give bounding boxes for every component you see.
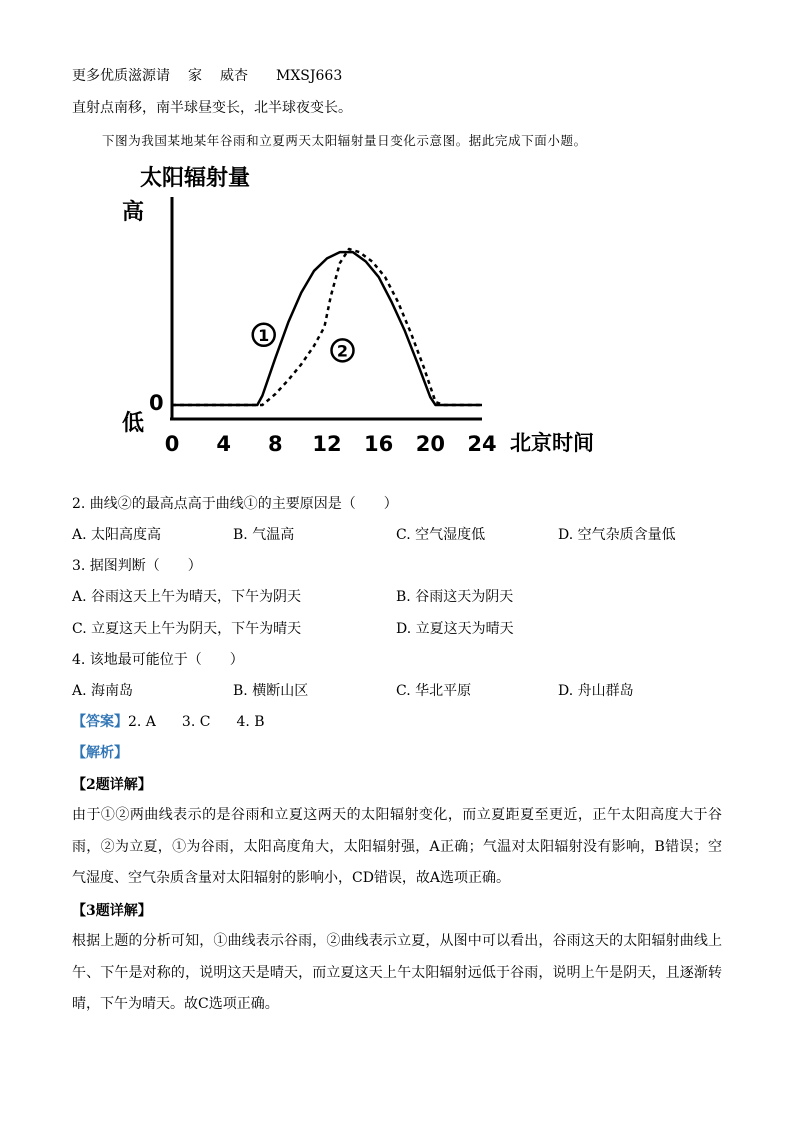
x-tick-label: 12	[312, 432, 342, 456]
x-tick-label: 8	[268, 432, 283, 456]
answer-item-3: 3. C	[181, 714, 211, 730]
answer-item-4: 4. B	[236, 714, 265, 730]
q3-option-a: A. 谷雨这天上午为晴天，下午为阴天	[72, 589, 302, 605]
y-high-label: 高	[122, 200, 145, 225]
detail-3-text: 根据上题的分析可知，①曲线表示谷雨，②曲线表示立夏，从图中可以看出，谷雨这天的太阳辐射曲线上午、下午是对称的，说明这天是晴天，而立夏这天上午太阳辐射远低于谷雨，说明上午是阴天，且逐渐转晴，下午为晴天。故C选项正确。	[72, 933, 722, 1012]
q2-option-d: D. 空气杂质含量低	[558, 527, 676, 543]
answer-item-2: 2. A	[128, 714, 156, 730]
header-text-4: MXSJ663	[276, 68, 343, 84]
q3-option-b: B. 谷雨这天为阴天	[396, 589, 514, 605]
x-tick-label: 20	[415, 432, 445, 456]
series-label-text: 2	[336, 341, 349, 361]
q4-option-b: B. 横断山区	[233, 683, 309, 699]
q2-option-c: C. 空气湿度低	[396, 527, 486, 543]
answer-label: 【答案】	[72, 714, 128, 730]
question-4-stem: 4. 该地最可能位于（ ）	[72, 652, 244, 668]
q2-option-a: A. 太阳高度高	[72, 527, 162, 543]
question-3-stem: 3. 据图判断（ ）	[72, 558, 202, 574]
series-label-text: 1	[258, 325, 270, 345]
header-text-3: 威杏	[220, 68, 248, 84]
detail-2-title: 【2题详解】	[72, 777, 152, 793]
y-axis-title: 太阳辐射量	[140, 166, 251, 191]
x-tick-label: 0	[164, 432, 180, 456]
q3-option-d: D. 立夏这天为晴天	[396, 621, 514, 637]
header-line	[72, 67, 342, 85]
q3-option-c: C. 立夏这天上午为阴天，下午为晴天	[72, 621, 302, 637]
series-line-2	[172, 249, 482, 405]
detail-3-title: 【3题详解】	[72, 903, 152, 919]
x-axis-title: 北京时间	[510, 431, 594, 455]
y-zero-label: 0	[149, 391, 164, 415]
x-tick-label: 4	[216, 432, 231, 456]
answer-line	[72, 713, 265, 731]
series-line-1	[172, 252, 482, 405]
q4-option-a: A. 海南岛	[72, 683, 134, 699]
analysis-label: 【解析】	[72, 745, 128, 761]
x-tick-label: 24	[467, 432, 497, 456]
x-tick-label: 16	[364, 432, 394, 456]
figure-intro: 下图为我国某地某年谷雨和立夏两天太阳辐射量日变化示意图。据此完成下面小题。	[102, 133, 587, 148]
q4-option-d: D. 舟山群岛	[558, 683, 634, 699]
q2-option-b: B. 气温高	[233, 527, 295, 543]
series-label-2	[332, 339, 354, 361]
q4-option-c: C. 华北平原	[396, 683, 472, 699]
solar-radiation-chart	[0, 155, 794, 465]
header-text-1: 更多优质滋源请	[72, 68, 170, 84]
continuation-text: 直射点南移，南半球昼变长，北半球夜变长。	[72, 100, 352, 116]
header-text-2: 家	[188, 68, 202, 84]
question-2-stem: 2. 曲线②的最高点高于曲线①的主要原因是（ ）	[72, 496, 398, 512]
detail-2-text: 由于①②两曲线表示的是谷雨和立夏这两天的太阳辐射变化，而立夏距夏至更近，正午太阳高度大于谷雨，②为立夏，①为谷雨，太阳高度角大，太阳辐射强，A正确；气温对太阳辐射没有影响，B错误；空气湿度、空气杂质含量对太阳辐射的影响小，CD错误，故A选项正确。	[72, 807, 722, 886]
y-low-label: 低	[122, 411, 145, 436]
series-label-1	[253, 324, 275, 346]
